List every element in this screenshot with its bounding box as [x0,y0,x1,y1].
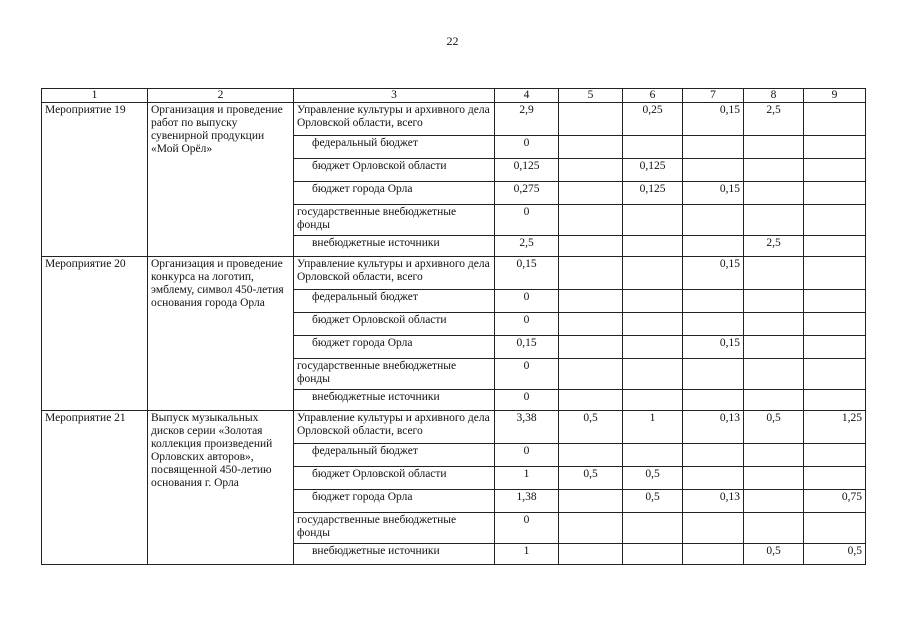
amount-cell-c7 [683,513,744,544]
amount-cell-c5: 0,5 [559,411,623,444]
amount-cell-c4: 0,15 [495,336,559,359]
column-header: 7 [683,89,744,103]
budget-table [41,88,866,565]
amount-cell-c8 [744,257,804,290]
amount-cell-c4: 1 [495,467,559,490]
amount-cell-c5 [559,444,623,467]
amount-cell-c6 [623,513,683,544]
table-row [42,257,866,290]
column-header: 6 [623,89,683,103]
amount-cell-c4: 0 [495,444,559,467]
amount-cell-c6: 0,5 [623,490,683,513]
amount-cell-c5 [559,103,623,136]
amount-cell-c5 [559,490,623,513]
amount-cell-c4: 0 [495,136,559,159]
amount-cell-c6: 0,25 [623,103,683,136]
column-header: 3 [294,89,495,103]
event-description-cell: Организация и проведение работ по выпуску сувенирной продукции «Мой Орёл» [148,103,294,257]
amount-cell-c4: 0 [495,290,559,313]
amount-cell-c6 [623,544,683,565]
amount-cell-c6 [623,313,683,336]
amount-cell-c4: 2,5 [495,236,559,257]
amount-cell-c8 [744,182,804,205]
amount-cell-c5: 0,5 [559,467,623,490]
amount-cell-c9 [804,103,866,136]
amount-cell-c9: 0,75 [804,490,866,513]
amount-cell-c6 [623,257,683,290]
amount-cell-c7 [683,205,744,236]
amount-cell-c8: 0,5 [744,544,804,565]
amount-cell-c7: 0,15 [683,257,744,290]
amount-cell-c7: 0,15 [683,182,744,205]
amount-cell-c6 [623,390,683,411]
amount-cell-c7 [683,236,744,257]
amount-cell-c9 [804,257,866,290]
amount-cell-c7 [683,290,744,313]
page-number: 22 [446,34,459,48]
amount-cell-c6: 0,125 [623,182,683,205]
funding-source-cell: Управление культуры и архивного дела Орловской области, всего [294,257,495,290]
amount-cell-c8 [744,490,804,513]
funding-source-cell: государственные внебюджетные фонды [294,513,495,544]
amount-cell-c8: 0,5 [744,411,804,444]
funding-source-cell: внебюджетные источники [294,236,495,257]
funding-source-cell: федеральный бюджет [294,136,495,159]
table-body [42,103,866,565]
amount-cell-c9 [804,359,866,390]
amount-cell-c8 [744,159,804,182]
funding-source-cell: внебюджетные источники [294,544,495,565]
amount-cell-c6 [623,444,683,467]
amount-cell-c9 [804,467,866,490]
amount-cell-c9 [804,136,866,159]
amount-cell-c4: 0,275 [495,182,559,205]
amount-cell-c8 [744,290,804,313]
amount-cell-c8 [744,359,804,390]
amount-cell-c8 [744,390,804,411]
funding-source-cell: государственные внебюджетные фонды [294,205,495,236]
funding-source-cell: бюджет Орловской области [294,159,495,182]
funding-source-cell: Управление культуры и архивного дела Орловской области, всего [294,411,495,444]
amount-cell-c8 [744,205,804,236]
funding-source-cell: бюджет Орловской области [294,313,495,336]
amount-cell-c9 [804,513,866,544]
amount-cell-c4: 0 [495,390,559,411]
column-header: 1 [42,89,148,103]
amount-cell-c9 [804,159,866,182]
column-header: 2 [148,89,294,103]
amount-cell-c4: 0 [495,359,559,390]
amount-cell-c4: 3,38 [495,411,559,444]
amount-cell-c5 [559,159,623,182]
amount-cell-c7 [683,390,744,411]
amount-cell-c7 [683,359,744,390]
amount-cell-c7 [683,313,744,336]
column-header: 5 [559,89,623,103]
event-description-cell: Выпуск музыкальных дисков серии «Золотая коллекция произведений Орловских авторов», посвященной 450-летию основания г. Орла [148,411,294,565]
funding-source-cell: государственные внебюджетные фонды [294,359,495,390]
amount-cell-c5 [559,182,623,205]
column-header: 4 [495,89,559,103]
amount-cell-c9: 0,5 [804,544,866,565]
amount-cell-c5 [559,205,623,236]
event-name-cell: Мероприятие 21 [42,411,148,565]
amount-cell-c4: 2,9 [495,103,559,136]
amount-cell-c4: 1,38 [495,490,559,513]
funding-source-cell: федеральный бюджет [294,444,495,467]
amount-cell-c8: 2,5 [744,236,804,257]
amount-cell-c4: 0 [495,513,559,544]
amount-cell-c7: 0,13 [683,490,744,513]
amount-cell-c4: 1 [495,544,559,565]
funding-source-cell: федеральный бюджет [294,290,495,313]
amount-cell-c5 [559,513,623,544]
amount-cell-c5 [559,257,623,290]
amount-cell-c9 [804,236,866,257]
amount-cell-c9 [804,182,866,205]
amount-cell-c5 [559,313,623,336]
amount-cell-c5 [559,336,623,359]
amount-cell-c4: 0 [495,205,559,236]
amount-cell-c9 [804,336,866,359]
amount-cell-c9 [804,313,866,336]
table-row [42,103,866,136]
amount-cell-c9 [804,290,866,313]
event-description-cell: Организация и проведение конкурса на логотип, эмблему, символ 450-летия основания города Орла [148,257,294,411]
amount-cell-c4: 0,15 [495,257,559,290]
funding-source-cell: внебюджетные источники [294,390,495,411]
amount-cell-c5 [559,290,623,313]
amount-cell-c8 [744,313,804,336]
amount-cell-c7 [683,136,744,159]
amount-cell-c7 [683,444,744,467]
amount-cell-c8 [744,444,804,467]
event-name-cell: Мероприятие 19 [42,103,148,257]
amount-cell-c6: 1 [623,411,683,444]
amount-cell-c5 [559,390,623,411]
amount-cell-c8 [744,136,804,159]
table-row [42,411,866,444]
amount-cell-c6 [623,290,683,313]
amount-cell-c6: 0,5 [623,467,683,490]
column-number-row [42,89,866,103]
amount-cell-c5 [559,136,623,159]
amount-cell-c5 [559,236,623,257]
amount-cell-c9 [804,390,866,411]
amount-cell-c6 [623,336,683,359]
amount-cell-c8 [744,513,804,544]
amount-cell-c7 [683,159,744,182]
amount-cell-c7: 0,13 [683,411,744,444]
event-name-cell: Мероприятие 20 [42,257,148,411]
amount-cell-c9 [804,444,866,467]
amount-cell-c7: 0,15 [683,103,744,136]
amount-cell-c8 [744,336,804,359]
amount-cell-c6 [623,236,683,257]
funding-source-cell: бюджет Орловской области [294,467,495,490]
amount-cell-c9: 1,25 [804,411,866,444]
amount-cell-c5 [559,359,623,390]
amount-cell-c6 [623,359,683,390]
amount-cell-c7 [683,467,744,490]
amount-cell-c6: 0,125 [623,159,683,182]
amount-cell-c4: 0,125 [495,159,559,182]
amount-cell-c6 [623,136,683,159]
amount-cell-c7 [683,544,744,565]
amount-cell-c6 [623,205,683,236]
funding-source-cell: бюджет города Орла [294,336,495,359]
amount-cell-c4: 0 [495,313,559,336]
funding-source-cell: Управление культуры и архивного дела Орловской области, всего [294,103,495,136]
amount-cell-c5 [559,544,623,565]
funding-source-cell: бюджет города Орла [294,182,495,205]
funding-source-cell: бюджет города Орла [294,490,495,513]
amount-cell-c7: 0,15 [683,336,744,359]
column-header: 9 [804,89,866,103]
amount-cell-c8: 2,5 [744,103,804,136]
amount-cell-c9 [804,205,866,236]
amount-cell-c8 [744,467,804,490]
column-header: 8 [744,89,804,103]
